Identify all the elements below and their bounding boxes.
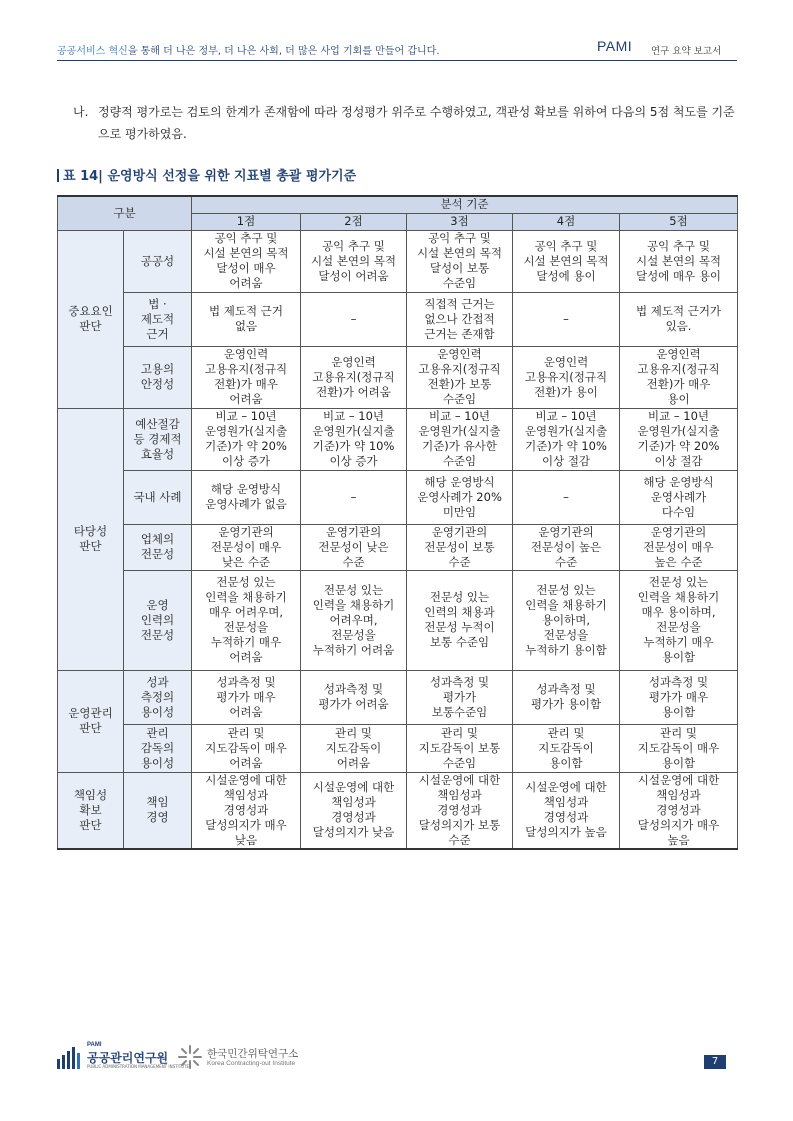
category-cell: 타당성 판단 <box>58 408 124 670</box>
logo-institute-name: 공공관리연구원 <box>87 1051 169 1065</box>
criteria-cell: – <box>301 470 407 524</box>
criteria-cell: 성과측정 및 평가가 용이함 <box>513 670 620 724</box>
header-score: 5점 <box>620 213 738 230</box>
indicator-cell: 예산절감 등 경제적 효율성 <box>124 408 192 470</box>
header-score: 3점 <box>407 213 513 230</box>
criteria-cell: 해당 운영방식 운영사례가 없음 <box>192 470 301 524</box>
kci-name-en: Korea Contracting-out Institute <box>207 1060 296 1067</box>
indicator-cell: 공공성 <box>124 230 192 292</box>
logo-mark-text: PAMI <box>87 1042 102 1048</box>
criteria-cell: 운영인력 고용유지(정규직 전환)가 어려움 <box>301 346 407 408</box>
criteria-cell: 법 제도적 근거 없음 <box>192 292 301 346</box>
paragraph-marker: 나. <box>73 105 89 119</box>
header-slogan <box>57 42 440 57</box>
criteria-cell: 비교 – 10년 운영원가(실지출 기준)가 약 20% 이상 절감 <box>620 408 738 470</box>
criteria-cell: 운영기관의 전문성이 매우 낮은 수준 <box>192 524 301 570</box>
table-row <box>58 408 738 470</box>
table-row <box>58 346 738 408</box>
criteria-cell: 비교 – 10년 운영원가(실지출 기준)가 약 20% 이상 증가 <box>192 408 301 470</box>
slogan-highlight: 공공서비스 혁신 <box>57 46 128 57</box>
criteria-cell: 해당 운영방식 운영사례가 다수임 <box>620 470 738 524</box>
criteria-cell: 성과측정 및 평가가 보통수준임 <box>407 670 513 724</box>
criteria-cell: 운영인력 고용유지(정규직 전환)가 보통 수준임 <box>407 346 513 408</box>
criteria-cell: 시설운영에 대한 책임성과 경영성과 달성의지가 매우 낮음 <box>192 772 301 849</box>
criteria-cell: 성과측정 및 평가가 매우 용이함 <box>620 670 738 724</box>
criteria-cell: 운영인력 고용유지(정규직 전환)가 매우 용이 <box>620 346 738 408</box>
logo-institute-en: PUBLIC ADMINISTRATION MANAGEMENT INSTITUTE <box>87 1064 190 1069</box>
criteria-cell: 전문성 있는 인력을 채용하기 어려우며, 전문성을 누적하기 어려움 <box>301 570 407 670</box>
criteria-cell: – <box>513 292 620 346</box>
criteria-cell: 관리 및 지도감독이 매우 어려움 <box>192 724 301 772</box>
kci-name: 한국민간위탁연구소 <box>207 1048 299 1060</box>
table-row <box>58 524 738 570</box>
criteria-cell: 운영기관의 전문성이 매우 높은 수준 <box>620 524 738 570</box>
criteria-cell: 관리 및 지도감독이 어려움 <box>301 724 407 772</box>
criteria-cell: 관리 및 지도감독이 보통 수준임 <box>407 724 513 772</box>
slogan-rest: 을 통해 더 나은 정부, 더 나은 사회, 더 많은 사업 기회를 만들어 갑니다. <box>127 46 440 57</box>
bars-logo-icon <box>57 1047 81 1069</box>
criteria-cell: 운영인력 고용유지(정규직 전환)가 매우 어려움 <box>192 346 301 408</box>
criteria-cell: 시설운영에 대한 책임성과 경영성과 달성의지가 보통 수준 <box>407 772 513 849</box>
header-brand: PAMI <box>597 38 633 54</box>
criteria-cell: 공익 추구 및 시설 본연의 목적 달성이 매우 어려움 <box>192 230 301 292</box>
criteria-cell: 공익 추구 및 시설 본연의 목적 달성에 매우 용이 <box>620 230 738 292</box>
caption-bar <box>57 169 59 182</box>
criteria-cell: 법 제도적 근거가 있음. <box>620 292 738 346</box>
indicator-cell: 성과 측정의 용이성 <box>124 670 192 724</box>
criteria-cell: 관리 및 지도감독이 용이함 <box>513 724 620 772</box>
criteria-cell: 성과측정 및 평가가 어려움 <box>301 670 407 724</box>
header-category: 구분 <box>58 196 192 230</box>
criteria-cell: 비교 – 10년 운영원가(실지출 기준)가 약 10% 이상 절감 <box>513 408 620 470</box>
criteria-cell: 전문성 있는 인력을 채용하기 매우 어려우며, 전문성을 누적하기 매우 어려움 <box>192 570 301 670</box>
criteria-cell: 시설운영에 대한 책임성과 경영성과 달성의지가 높음 <box>513 772 620 849</box>
criteria-cell: 운영기관의 전문성이 높은 수준 <box>513 524 620 570</box>
category-cell: 책임성 확보 판단 <box>58 772 124 849</box>
table-row <box>58 670 738 724</box>
criteria-cell: 직접적 근거는 없으나 간접적 근거는 존재함 <box>407 292 513 346</box>
criteria-cell: 비교 – 10년 운영원가(실지출 기준)가 유사한 수준임 <box>407 408 513 470</box>
criteria-cell: 전문성 있는 인력을 채용하기 매우 용이하며, 전문성을 누적하기 매우 용이함 <box>620 570 738 670</box>
table-caption <box>57 165 356 184</box>
criteria-cell: 비교 – 10년 운영원가(실지출 기준)가 약 10% 이상 증가 <box>301 408 407 470</box>
criteria-cell: – <box>301 292 407 346</box>
header-report-type: 연구 요약 보고서 <box>651 46 722 57</box>
criteria-cell: 운영기관의 전문성이 보통 수준 <box>407 524 513 570</box>
header-score: 4점 <box>513 213 620 230</box>
table-row <box>58 772 738 849</box>
criteria-cell: 시설운영에 대한 책임성과 경영성과 달성의지가 매우 높음 <box>620 772 738 849</box>
header-analysis: 분석 기준 <box>192 196 738 213</box>
table-row <box>58 470 738 524</box>
criteria-cell: 관리 및 지도감독이 매우 용이함 <box>620 724 738 772</box>
table-row <box>58 570 738 670</box>
criteria-cell: 전문성 있는 인력의 채용과 전문성 누적이 보통 수준임 <box>407 570 513 670</box>
indicator-cell: 관리 감독의 용이성 <box>124 724 192 772</box>
criteria-cell: 공익 추구 및 시설 본연의 목적 달성에 용이 <box>513 230 620 292</box>
header-score: 1점 <box>192 213 301 230</box>
criteria-cell: 성과측정 및 평가가 매우 어려움 <box>192 670 301 724</box>
criteria-cell: 공익 추구 및 시설 본연의 목적 달성이 보통 수준임 <box>407 230 513 292</box>
criteria-cell: 공익 추구 및 시설 본연의 목적 달성이 어려움 <box>301 230 407 292</box>
page-header <box>57 38 737 61</box>
page-number: 7 <box>704 1055 726 1069</box>
criteria-cell: 전문성 있는 인력을 채용하기 용이하며, 전문성을 누적하기 용이함 <box>513 570 620 670</box>
indicator-cell: 국내 사례 <box>124 470 192 524</box>
header-score: 2점 <box>301 213 407 230</box>
indicator-cell: 책임 경영 <box>124 772 192 849</box>
indicator-cell: 운영 인력의 전문성 <box>124 570 192 670</box>
caption-text: 표 14| 운영방식 선정을 위한 지표별 총괄 평가기준 <box>63 169 357 184</box>
criteria-cell: – <box>513 470 620 524</box>
criteria-cell: 운영기관의 전문성이 낮은 수준 <box>301 524 407 570</box>
criteria-cell: 운영인력 고용유지(정규직 전환)가 용이 <box>513 346 620 408</box>
indicator-cell: 업체의 전문성 <box>124 524 192 570</box>
indicator-cell: 법 · 제도적 근거 <box>124 292 192 346</box>
indicator-cell: 고용의 안정성 <box>124 346 192 408</box>
table-row <box>58 724 738 772</box>
table-row <box>58 230 738 292</box>
evaluation-criteria-table <box>57 195 738 850</box>
paragraph-text: 정량적 평가로는 검토의 한계가 존재함에 따라 정성평가 위주로 수행하였고, 객관성 확보를 위하여 다음의 5점 척도를 기준으로 평가하였음. <box>98 105 735 141</box>
table-row <box>58 292 738 346</box>
criteria-cell: 해당 운영방식 운영사례가 20% 미만임 <box>407 470 513 524</box>
page-footer <box>57 1042 737 1072</box>
category-cell: 중요요인 판단 <box>58 230 124 408</box>
starburst-logo-icon <box>177 1044 203 1070</box>
criteria-cell: 시설운영에 대한 책임성과 경영성과 달성의지가 낮음 <box>301 772 407 849</box>
category-cell: 운영관리 판단 <box>58 670 124 772</box>
